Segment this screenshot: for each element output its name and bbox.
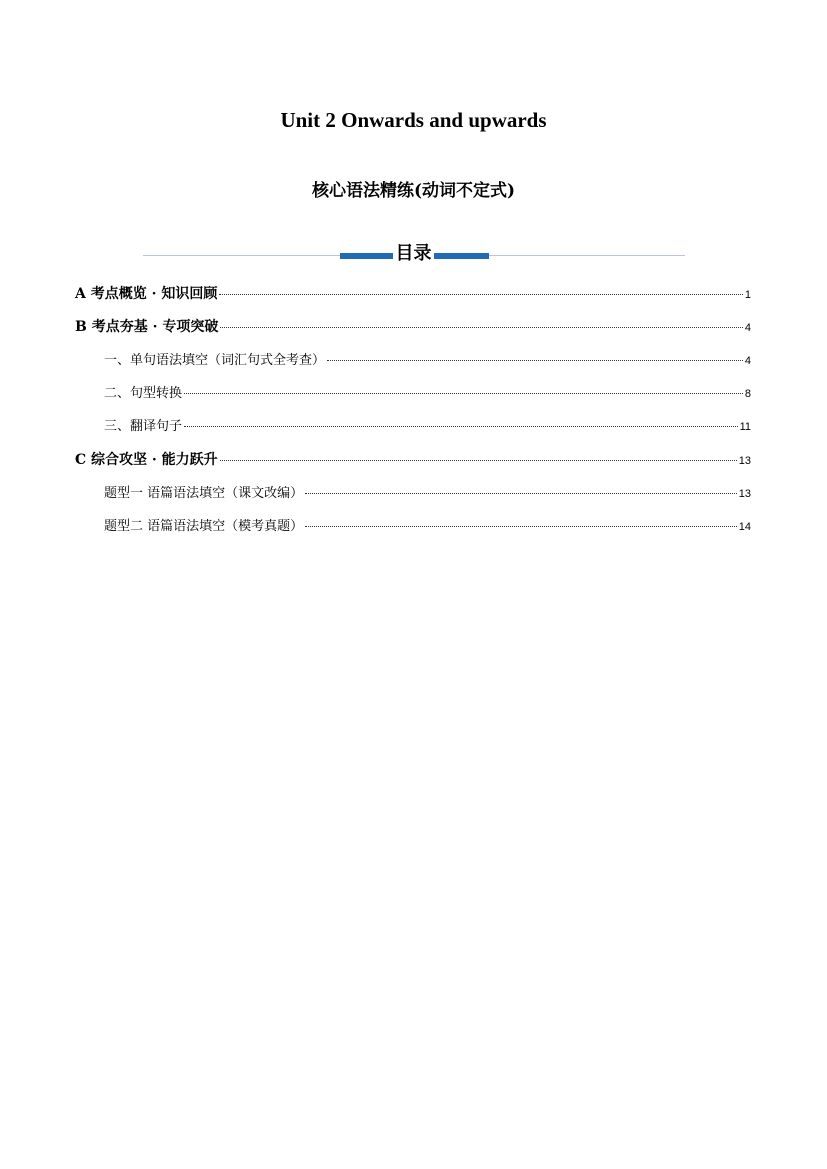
toc-header	[143, 242, 685, 268]
toc-leader-dots	[220, 327, 743, 328]
toc-entry-page: 13	[738, 455, 751, 467]
toc-entry-page: 14	[738, 521, 751, 533]
toc-entry-c2[interactable]	[104, 515, 751, 535]
toc-entry-page: 1	[744, 289, 751, 301]
toc-leader-dots	[327, 360, 743, 361]
toc-entry-label: B 考点夯基 · 专项突破	[75, 319, 219, 335]
toc-entry-page: 4	[744, 355, 751, 367]
toc-leader-dots	[184, 426, 738, 427]
toc-entry-c[interactable]	[75, 449, 751, 469]
toc-entry-label: 题型二 语篇语法填空（模考真题）	[104, 519, 304, 534]
toc-entry-page: 8	[744, 388, 751, 400]
toc-entry-b1[interactable]	[104, 349, 751, 369]
toc-leader-dots	[220, 460, 737, 461]
toc-entry-c1[interactable]	[104, 482, 751, 502]
toc-heading: 目录	[393, 242, 434, 266]
toc-entry-label: C 综合攻坚 · 能力跃升	[75, 452, 218, 468]
document-title: Unit 2 Onwards and upwards	[280, 108, 547, 132]
toc-entry-label: 二、句型转换	[104, 386, 183, 401]
toc-entry-label: 三、翻译句子	[104, 419, 183, 434]
toc-leader-dots	[305, 493, 737, 494]
toc-header-bar-right	[434, 253, 489, 259]
toc-entry-page: 13	[738, 488, 751, 500]
toc-entry-b3[interactable]	[104, 415, 751, 435]
toc-leader-dots	[305, 526, 737, 527]
toc-entry-page: 11	[739, 421, 751, 433]
toc-entry-label: 题型一 语篇语法填空（课文改编）	[104, 486, 304, 501]
toc-leader-dots	[184, 393, 743, 394]
toc-header-bar-left	[340, 253, 393, 259]
document-subtitle: 核心语法精练(动词不定式)	[311, 181, 516, 201]
toc-entry-page: 4	[744, 322, 751, 334]
toc-entry-label: A 考点概览 · 知识回顾	[75, 286, 218, 302]
toc-leader-dots	[219, 294, 743, 295]
toc-entry-b[interactable]	[75, 316, 751, 336]
toc-entry-b2[interactable]	[104, 382, 751, 402]
toc-entry-label: 一、单句语法填空（词汇句式全考查）	[104, 353, 326, 368]
toc-entry-a[interactable]	[75, 283, 751, 303]
